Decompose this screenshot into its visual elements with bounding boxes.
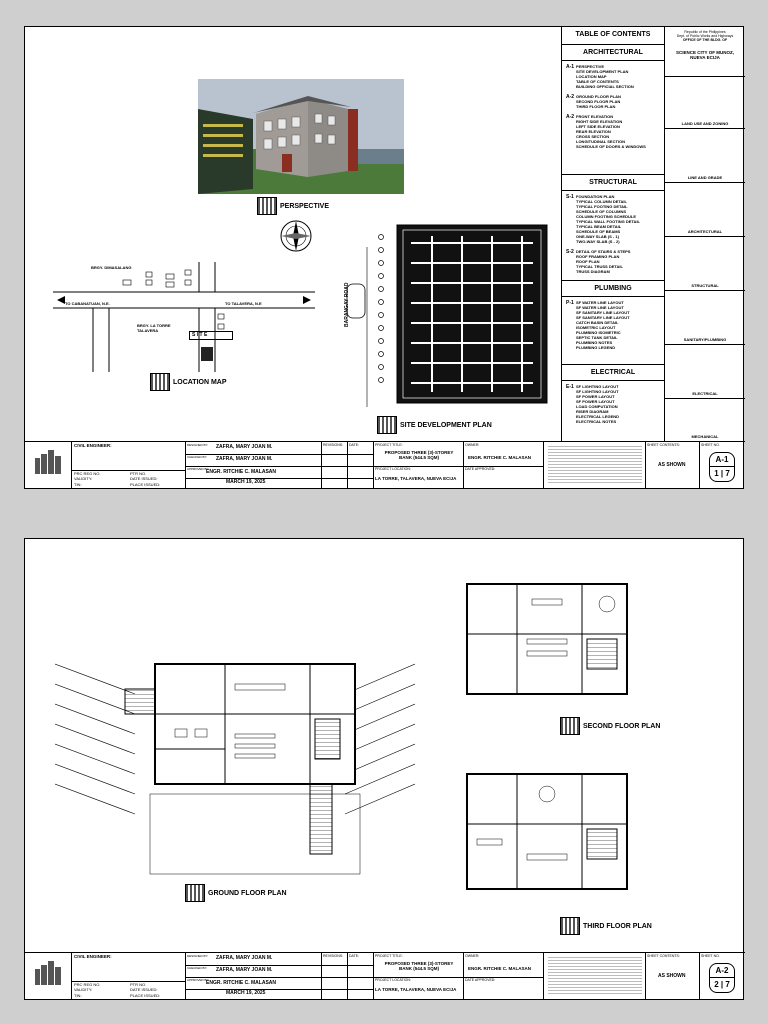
second-floor-plan-drawing: [437, 579, 657, 709]
validity-label: VALIDITY:: [74, 987, 93, 992]
toc-item: ELECTRICAL NOTES: [576, 419, 617, 424]
toc-electrical-heading: ELECTRICAL: [562, 365, 664, 381]
designed-by-label: DESIGNED BY:: [187, 954, 209, 958]
third-floor-label: THIRD FLOOR PLAN: [583, 922, 652, 930]
project-location-label: PROJECT LOCATION:: [375, 978, 411, 982]
electrical-cell: [665, 345, 745, 399]
toc-item: TABLE OF CONTENTS: [576, 79, 619, 84]
toc-item: CROSS SECTION: [576, 134, 610, 139]
republic-text: Republic of the Philippines: [684, 30, 726, 34]
toc-item: SF POWER LAYOUT: [576, 399, 615, 404]
site-dev-label-icon: [377, 416, 397, 434]
toc-electrical-list: [562, 381, 664, 426]
toc-item: PERSPECTIVE: [576, 64, 605, 69]
north-arrow-icon: [279, 219, 313, 253]
toc-group: [562, 381, 664, 426]
designed-by-label: DESIGNED BY:: [187, 443, 209, 447]
project-title-label: PROJECT TITLE:: [375, 443, 403, 447]
sheet-index: 1: [714, 469, 719, 478]
toc-item: ELECTRICAL LEGEND: [576, 414, 620, 419]
mechanical-cell: [665, 399, 745, 441]
second-floor-label: SECOND FLOOR PLAN: [583, 722, 661, 730]
engineer-name: ENGR. RITCHIE C. MALASAN: [206, 980, 276, 986]
architectural-cell: [665, 183, 745, 237]
scale-value: AS SHOWN: [658, 462, 686, 468]
date-value: MARCH 19, 2025: [226, 479, 266, 485]
toc-item: SF LIGHTING LAYOUT: [576, 384, 619, 389]
owner-name: ENGR. RITCHIE C. MALASAN: [468, 966, 531, 971]
toc-item: DETAIL OF STAIRS & STEPS: [576, 249, 631, 254]
sheet-no-label: SHEET NO.: [701, 954, 720, 958]
revision-date-label: DATE:: [349, 443, 360, 447]
toc-architectural-list: [562, 61, 664, 175]
prc-reg-label: PRC REG NO.: [74, 982, 101, 987]
toc-item: PLUMBING NOTES: [576, 340, 613, 345]
toc-item: CATCH BASIN DETAIL: [576, 320, 619, 325]
toc-plumbing-list: [562, 297, 664, 365]
sheet-index: 2: [714, 980, 719, 989]
prc-reg-label: PRC REG NO.: [74, 471, 101, 476]
disclaimer-text-block: [548, 957, 642, 995]
toc-item: TYPICAL TRUSS DETAIL: [576, 264, 623, 269]
line-grade-cell: [665, 129, 745, 183]
drafter-name: ZAFRA, MARY JOAN M.: [216, 456, 273, 462]
project-location: LA TORRE, TALAVERA, NUEVA ECIJA: [375, 476, 457, 481]
ground-floor-title: [185, 884, 287, 902]
toc-item: TWO-WAY SLAB (S - 2): [576, 239, 620, 244]
signatory-column: [664, 27, 745, 441]
sheet-contents-label: SHEET CONTENTS:: [647, 954, 680, 958]
project-location: LA TORRE, TALAVERA, NUEVA ECIJA: [375, 987, 457, 992]
toc-item: TYPICAL FOOTING DETAIL: [576, 204, 628, 209]
toc-group-code: A-2: [566, 94, 575, 100]
toc-item: FOUNDATION PLAN: [576, 194, 615, 199]
toc-item: LEFT SIDE ELEVATION: [576, 124, 620, 129]
toc-item: ROOF FRAMING PLAN: [576, 254, 620, 259]
toc-group: [562, 111, 664, 151]
location-map: [53, 262, 315, 372]
dept-text: Dept. of Public Works and Highways: [676, 34, 734, 38]
toc-title: TABLE OF CONTENTS: [562, 27, 664, 45]
ptr-label: PTR NO.: [130, 471, 147, 476]
toc-group-code: A-2: [566, 114, 575, 120]
brgy-dimasalang-label: BRGY. DIMASALANG: [91, 265, 132, 270]
project-location-label: PROJECT LOCATION:: [375, 467, 411, 471]
owner-label: OWNER:: [465, 954, 480, 958]
project-title-label: PROJECT TITLE:: [375, 954, 403, 958]
owner-name: ENGR. RITCHIE C. MALASAN: [468, 455, 531, 460]
approved-by-label: APPROVED BY:: [187, 978, 210, 982]
checked-by-label: CHECKED BY:: [187, 966, 208, 970]
second-floor-label-icon: [560, 717, 580, 735]
toc-item: BUILDING OFFICIAL SECTION: [576, 84, 634, 89]
owner-label: OWNER:: [465, 443, 480, 447]
brgy-la-torre-label: BRGY. LA TORRE TALAVERA: [137, 323, 171, 333]
toc-item: SF SANITARY LINE LAYOUT: [576, 310, 630, 315]
barangay-road-label: BARANGAY ROAD: [344, 282, 350, 327]
toc-plumbing-heading: PLUMBING: [562, 281, 664, 297]
electrical-label: ELECTRICAL: [692, 391, 718, 396]
ground-floor-label-icon: [185, 884, 205, 902]
toc-item: ROOF PLAN: [576, 259, 600, 264]
perspective-label: PERSPECTIVE: [280, 202, 330, 210]
toc-group: [562, 297, 664, 352]
toc-group-code: P-1: [566, 300, 574, 306]
date-approved-label: DATE APPROVED:: [465, 467, 496, 471]
toc-item: RISER DIAGRAM: [576, 409, 609, 414]
toc-group: [562, 61, 664, 91]
sheet-count: 2 | 7: [714, 980, 730, 989]
toc-item: SCHEDULE OF BEAMS: [576, 229, 621, 234]
toc-item: SEPTIC TANK DETAIL: [576, 335, 618, 340]
checked-by-label: CHECKED BY:: [187, 455, 208, 459]
perspective-render: [198, 79, 404, 194]
toc-item: LOCATION MAP: [576, 74, 607, 79]
date-approved-label: DATE APPROVED:: [465, 978, 496, 982]
ground-floor-label: GROUND FLOOR PLAN: [208, 889, 287, 897]
toc-item: SF LIGHTING LAYOUT: [576, 389, 619, 394]
location-map-label: LOCATION MAP: [173, 378, 227, 386]
revision-date-label: DATE:: [349, 954, 360, 958]
site-development-plan: [341, 222, 551, 407]
sheet-a2: [24, 538, 744, 1000]
sheet-total: 7: [725, 469, 730, 478]
toc-group: [562, 91, 664, 111]
site-dev-label: SITE DEVELOPMENT PLAN: [400, 421, 492, 429]
toc-item: SF WATER LINE LAYOUT: [576, 300, 624, 305]
toc-structural-list: [562, 191, 664, 281]
toc-item: PLUMBING LEGEND: [576, 345, 616, 350]
title-block-2: [25, 952, 745, 1000]
toc-group-code: A-1: [566, 64, 575, 70]
toc-item: TYPICAL WALL FOOTING DETAIL: [576, 219, 640, 224]
to-cabanatuan-label: TO CABANATUAN, N.E.: [65, 301, 110, 306]
perspective-label-icon: [257, 197, 277, 215]
approved-by-label: APPROVED BY:: [187, 467, 210, 471]
toc-item: THIRD FLOOR PLAN: [576, 104, 616, 109]
revisions-label: REVISIONS:: [323, 443, 344, 447]
third-floor-title: [560, 917, 652, 935]
toc-item: SF POWER LAYOUT: [576, 394, 615, 399]
project-title: PROPOSED THREE (3)-STOREY BANK (544.5 SQM): [384, 961, 454, 971]
toc-item: COLUMN FOOTING SCHEDULE: [576, 214, 636, 219]
toc-item: PLUMBING ISOMETRIC: [576, 330, 621, 335]
date-issued-label: DATE ISSUED:: [130, 476, 158, 481]
ground-floor-plan-drawing: [55, 634, 415, 879]
revisions-label: REVISIONS:: [323, 954, 344, 958]
title-block-1: [25, 441, 745, 489]
to-talavera-label: TO TALAVERA, N.E: [225, 301, 262, 306]
architectural-label: ARCHITECTURAL: [687, 229, 723, 234]
project-title: PROPOSED THREE (3)-STOREY BANK (544.5 SQM): [384, 450, 454, 460]
sheet-code: A-2: [710, 964, 734, 978]
office-text: OFFICE OF THE BLDG. OF: [682, 38, 728, 42]
sheet-no-label: SHEET NO.: [701, 443, 720, 447]
toc-item: REAR ELEVATION: [576, 129, 611, 134]
location-map-label-icon: [150, 373, 170, 391]
city-text: SCIENCE CITY OF MUNOZ, NUEVA ECIJA: [676, 50, 734, 60]
tin-label: TIN:: [74, 482, 82, 487]
sanitary-label: SANITARY/PLUMBING: [683, 337, 727, 342]
tin-label: TIN:: [74, 993, 82, 998]
sheet-a1: [24, 26, 744, 489]
toc-group: [562, 191, 664, 246]
land-use-label: LAND USE AND ZONING: [681, 121, 729, 126]
toc-item: TYPICAL BEAM DETAIL: [576, 224, 622, 229]
toc-item: LONGITUDINAL SECTION: [576, 139, 626, 144]
place-issued-label: PLACE ISSUED:: [130, 993, 161, 998]
sheet-count: 1 | 7: [714, 469, 730, 478]
ptr-label: PTR NO.: [130, 982, 147, 987]
sheet-contents-label: SHEET CONTENTS:: [647, 443, 680, 447]
designer-name: ZAFRA, MARY JOAN M.: [216, 955, 273, 961]
sheet-code: A-1: [710, 453, 734, 467]
toc-structural-heading: STRUCTURAL: [562, 175, 664, 191]
line-grade-label: LINE AND GRADE: [687, 175, 723, 180]
toc-architectural-heading: ARCHITECTURAL: [562, 45, 664, 61]
office-header: [665, 27, 745, 77]
disclaimer-text-block: [548, 446, 642, 484]
toc-group: [562, 246, 664, 276]
toc-group-code: E-1: [566, 384, 574, 390]
toc-item: SF WATER LINE LAYOUT: [576, 305, 624, 310]
sheet-total: 7: [725, 980, 730, 989]
location-map-title: [150, 373, 227, 391]
date-value: MARCH 19, 2025: [226, 990, 266, 996]
third-floor-plan-drawing: [437, 744, 657, 904]
toc-item: SCHEDULE OF COLUMNS: [576, 209, 626, 214]
toc-item: RIGHT SIDE ELEVATION: [576, 119, 623, 124]
third-floor-label-icon: [560, 917, 580, 935]
firm-logo-icon: [33, 961, 65, 987]
toc-item: SCHEDULE OF DOORS & WINDOWS: [576, 144, 646, 149]
toc-item: ONE-WAY SLAB (S - 1): [576, 234, 619, 239]
toc-item: TRUSS DIAGRAM: [576, 269, 610, 274]
structural-cell: [665, 237, 745, 291]
civil-engineer-label: CIVIL ENGINEER:: [74, 443, 112, 448]
toc-item: LOAD COMPUTATION: [576, 404, 618, 409]
second-floor-title: [560, 717, 660, 735]
sanitary-cell: [665, 291, 745, 345]
designer-name: ZAFRA, MARY JOAN M.: [216, 444, 273, 450]
structural-label: STRUCTURAL: [691, 283, 719, 288]
toc-item: FRONT ELEVATION: [576, 114, 614, 119]
site-dev-title: [377, 416, 492, 434]
sheet-number-badge: [709, 963, 735, 993]
sheet-number-badge: [709, 452, 735, 482]
mechanical-label: MECHANICAL: [691, 434, 719, 439]
toc-item: SF SANITARY LINE LAYOUT: [576, 315, 630, 320]
scale-value: AS SHOWN: [658, 973, 686, 979]
land-use-cell: [665, 77, 745, 129]
civil-engineer-label: CIVIL ENGINEER:: [74, 954, 112, 959]
toc-group-code: S-2: [566, 249, 574, 255]
perspective-title: [257, 197, 329, 215]
toc-item: SECOND FLOOR PLAN: [576, 99, 621, 104]
toc-item: SITE DEVELOPMENT PLAN: [576, 69, 629, 74]
toc-item: GROUND FLOOR PLAN: [576, 94, 621, 99]
toc-group-code: S-1: [566, 194, 574, 200]
toc-item: ISOMETRIC LAYOUT: [576, 325, 616, 330]
toc-item: TYPICAL COLUMN DETAIL: [576, 199, 627, 204]
engineer-name: ENGR. RITCHIE C. MALASAN: [206, 469, 276, 475]
firm-logo-icon: [33, 450, 65, 476]
place-issued-label: PLACE ISSUED:: [130, 482, 161, 487]
validity-label: VALIDITY:: [74, 476, 93, 481]
table-of-contents: [561, 27, 664, 441]
date-issued-label: DATE ISSUED:: [130, 987, 158, 992]
drafter-name: ZAFRA, MARY JOAN M.: [216, 967, 273, 973]
site-label: S I T E: [189, 331, 233, 340]
